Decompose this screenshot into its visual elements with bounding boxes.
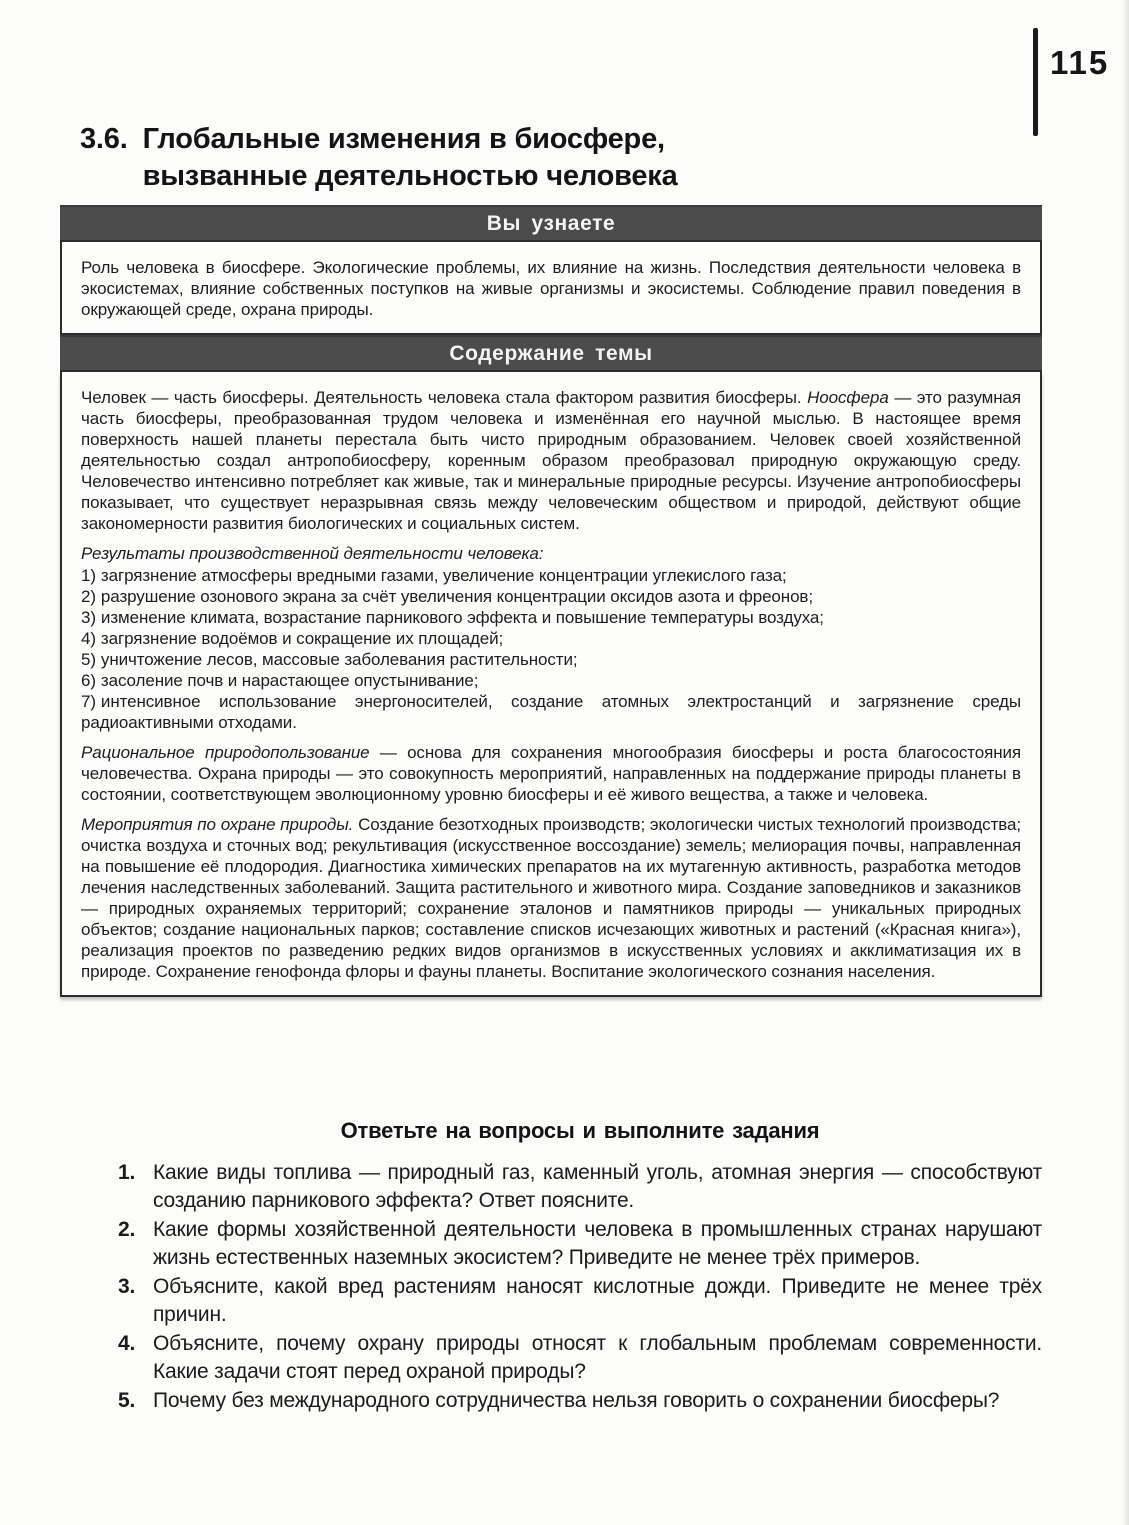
question-item — [118, 1387, 1042, 1415]
list-item — [81, 649, 1021, 670]
list-item-number: 4) — [81, 629, 96, 648]
paragraph-nature-use — [81, 742, 1021, 805]
paragraph-nature-use-text: — основа для сохранения многообразия биосферы и роста благосостояния человечества. Охрана природы — это совокупность мероприятий, направленных на поддержание природы планеты в состоянии, соответствующем эволюционному уровню биосферы и её живого вещества, а также и человека. — [81, 743, 1021, 804]
paragraph-protection-measures-text: Создание безотходных производств; экологически чистых технологий производства; очистка воздуха и сточных вод; рекультивация (искусственное воссоздание) земель; мелиорация почвы, направленная на повышение её плодородия. Диагностика химических препаратов на их мутагенную активность, разработка методов лечения наследственных заболеваний. Защита растительного и животного мира. Создание заповедников и заказников — природных охраняемых территорий; сохранение эталонов и памятников природы — уникальных природных объектов; создание национальных парков; составление списков исчезающих животных и растений («Красная книга»), реализация проектов по разведению редких видов организмов в искусственных условиях и акклиматизация их в природе. Сохранение генофонда флоры и фауны планеты. Воспитание экологического сознания населения. — [81, 815, 1021, 981]
list-item-number: 3) — [81, 608, 96, 627]
term-protection-measures: Мероприятия по охране природы. — [81, 815, 354, 834]
questions-heading: Ответьте на вопросы и выполните задания — [340, 1118, 820, 1143]
results-lead — [81, 543, 1021, 564]
you-learn-header: Вы узнаете — [60, 205, 1042, 242]
section-title — [143, 121, 678, 195]
page-number-bar — [1033, 28, 1038, 136]
list-item-number: 6) — [81, 671, 96, 690]
list-item — [81, 628, 1021, 649]
list-item — [81, 691, 1021, 733]
question-item — [118, 1273, 1042, 1328]
results-list — [81, 565, 1021, 733]
list-item — [81, 565, 1021, 586]
info-box — [60, 205, 1042, 997]
question-text: Какие формы хозяйственной деятельности человека в промышленных странах нарушают жизнь естественных наземных экосистем? Приведите не менее трёх примеров. — [153, 1218, 1042, 1269]
list-item-text: загрязнение водоёмов и сокращение их площадей; — [100, 629, 504, 648]
question-number: 4. — [118, 1332, 136, 1355]
section-heading — [80, 121, 678, 195]
paragraph-protection-measures — [81, 814, 1021, 982]
topic-content-body — [60, 372, 1042, 997]
list-item-text: загрязнение атмосферы вредными газами, увеличение концентрации углекислого газа; — [100, 566, 787, 585]
list-item-number: 1) — [81, 566, 96, 585]
question-number: 2. — [118, 1218, 136, 1241]
section-title-line1: Глобальные изменения в биосфере, — [142, 123, 665, 155]
results-lead-text: Результаты производственной деятельности человека: — [81, 544, 544, 563]
list-item — [81, 607, 1021, 628]
question-text: Объясните, почему охрану природы относят к глобальным проблемам современности. Какие задачи стоят перед охраной природы? — [153, 1332, 1042, 1383]
list-item — [81, 586, 1021, 607]
list-item-number: 7) — [81, 692, 96, 711]
page-number: 115 — [1050, 44, 1110, 81]
question-item — [118, 1159, 1042, 1214]
list-item — [81, 670, 1021, 691]
list-item-number: 2) — [81, 587, 96, 606]
question-number: 5. — [118, 1389, 136, 1412]
section-title-line2: вызванные деятельностью человека — [142, 160, 678, 192]
term-noosphere: Ноосфера — [807, 388, 889, 407]
question-text: Объясните, какой вред растениям наносят кислотные дожди. Приведите не менее трёх причин. — [153, 1275, 1042, 1326]
question-number: 3. — [118, 1275, 136, 1298]
paragraph-biosphere-text-end: — это разумная часть биосферы, преобразованная трудом человека и изменённая его научной мыслью. В настоящее время поверхность нашей планеты перестала быть чисто природным образованием. Человек своей хозяйственной деятельностью создал антропобиосферу, коренным образом преобразовал природную окружающую среду. Человечество интенсивно потребляет как живые, так и минеральные природные ресурсы. Изучение антропобиосферы показывает, что существует неразрывная связь между человеческим обществом и природой, действуют общие закономерности развития биологических и социальных систем. — [81, 388, 1021, 533]
paragraph-biosphere-text-start: Человек — часть биосферы. Деятельность человека стала фактором развития биосферы. — [81, 388, 808, 407]
page-edge-shadow — [1122, 0, 1129, 1525]
question-text: Какие виды топлива — природный газ, каменный уголь, атомная энергия — способствуют созданию парникового эффекта? Ответ поясните. — [153, 1161, 1042, 1212]
term-rational-nature-use: Рациональное природопользование — [81, 743, 370, 762]
question-number: 1. — [118, 1161, 136, 1184]
list-item-text: интенсивное использование энергоносителей, создание атомных электростанций и загрязнение среды радиоактивными отходами. — [81, 692, 1021, 732]
section-number: 3.6. — [80, 123, 128, 155]
question-item — [118, 1216, 1042, 1271]
you-learn-text: Роль человека в биосфере. Экологические проблемы, их влияние на жизнь. Последствия деятельности человека в экосистемах, влияние собственных поступков на живые организмы и экосистемы. Соблюдение правил поведения в окружающей среде, охрана природы. — [81, 258, 1021, 319]
questions-section — [118, 1118, 1042, 1417]
list-item-number: 5) — [81, 650, 96, 669]
topic-content-header: Содержание темы — [60, 335, 1042, 372]
question-text: Почему без международного сотрудничества нельзя говорить о сохранении биосферы? — [153, 1389, 1000, 1412]
list-item-text: засоление почв и нарастающее опустынивание; — [100, 671, 479, 690]
list-item-text: разрушение озонового экрана за счёт увеличения концентрации оксидов азота и фреонов; — [100, 587, 813, 606]
question-item — [118, 1330, 1042, 1385]
list-item-text: уничтожение лесов, массовые заболевания растительности; — [100, 650, 578, 669]
you-learn-body — [60, 242, 1042, 335]
paragraph-biosphere — [81, 387, 1021, 534]
list-item-text: изменение климата, возрастание парникового эффекта и повышение температуры воздуха; — [100, 608, 824, 627]
